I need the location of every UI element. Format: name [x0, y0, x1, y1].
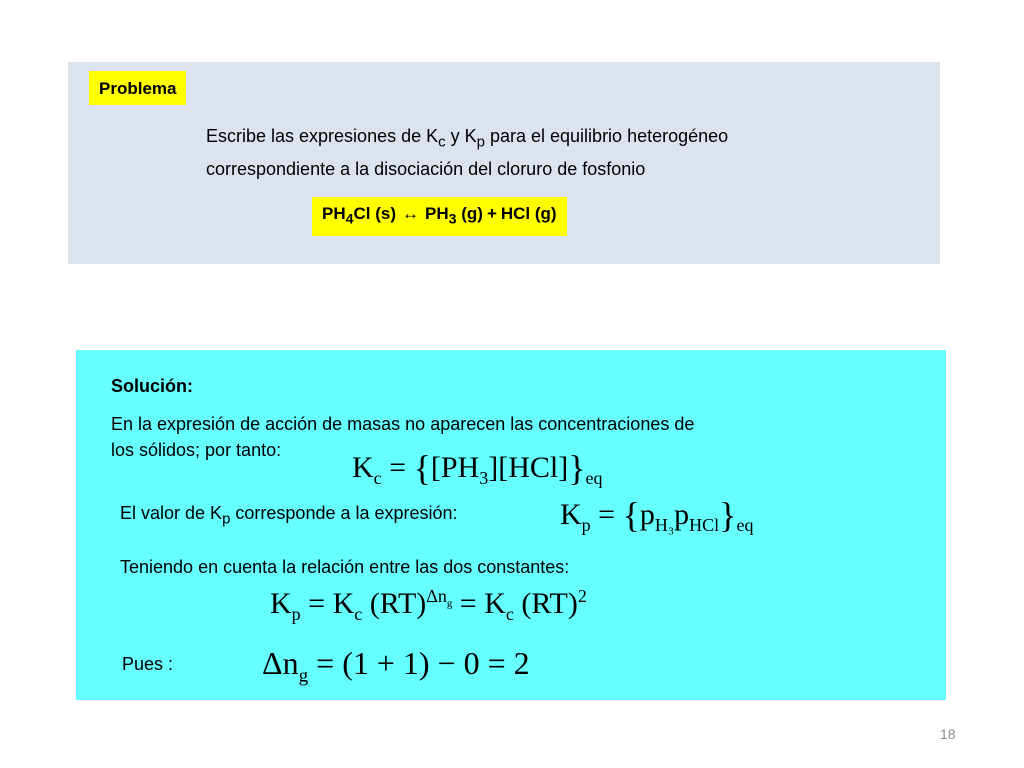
kc-equation: $K_c = \{[PH_3][HCl]\}_{eq}$: [352, 448, 603, 488]
solution-text: En la expresión de acción de masas no aparecen las concentraciones de los sólidos; por tanto:: [111, 414, 695, 460]
solution-label: Solución:: [111, 376, 193, 396]
kp-label: El valor de $K_p$ corresponde a la expresión:: [120, 503, 458, 528]
reaction-equation: $PH_4Cl$ (s) ↔ $PH_3$ (g) + HCl (g): [312, 197, 567, 236]
kp-equation: $K_p = \{p_{H_3}p_{HCl}\}_{eq}$: [560, 495, 754, 535]
page-number: 18: [940, 726, 956, 742]
delta-n-equation: $\Delta n_g = (1 + 1) - 0 = 2$: [262, 645, 530, 687]
reversible-arrow-icon: ↔: [402, 204, 419, 223]
pues-label: Pues :: [122, 654, 174, 674]
relation-text: Teniendo en cuenta la relación entre las dos constantes:: [120, 557, 570, 577]
kp-kc-relation-equation: $K_p = K_c$ $(RT)^{\Delta n_g} = K_c$ (RT)$^2$: [270, 586, 587, 624]
problem-label: Problema: [89, 71, 186, 105]
problem-text: Escribe las expresiones de $K_c$ y $K_p$ para el equilibrio heterogéneo correspondiente a la disociación del cloruro de fosfonio: [206, 126, 729, 179]
